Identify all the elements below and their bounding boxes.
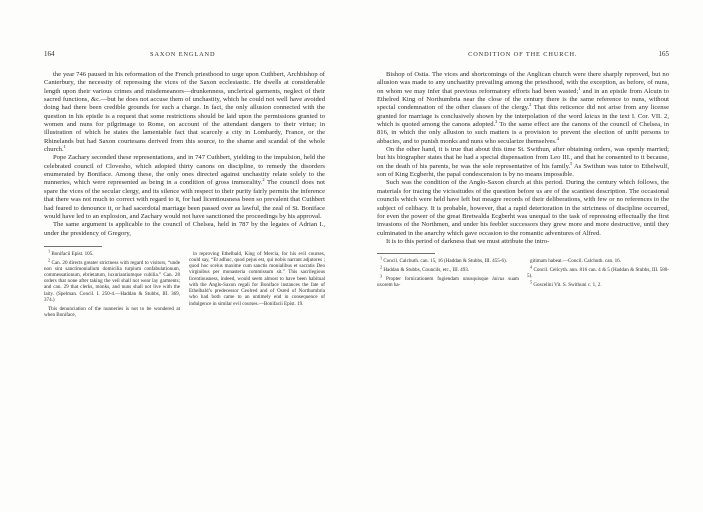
body-text-right <box>377 71 669 246</box>
running-title-right: CONDITION OF THE CHURCH. <box>468 51 578 58</box>
footnote: $^1$ Concil. Calchuth. can. 15, 16 (Haddan & Stubbs, III. 455-6). <box>380 255 508 265</box>
footnote: $^5$ Goscelini Vit. S. Swithuni c. 1, 2. <box>530 279 602 288</box>
running-head-right <box>377 50 669 59</box>
page-right <box>351 0 703 512</box>
footnote-column-b <box>527 258 669 290</box>
footnote: $^2$ Haddan & Stubbs, Councils, etc., III. 493. <box>380 264 470 273</box>
folio-number-left: 164 <box>44 50 55 58</box>
footnote-column-a <box>377 255 520 290</box>
footnote: $^1$ Bonifacii Epist. 105. <box>48 248 94 257</box>
footnote-columns-left <box>44 248 325 318</box>
running-head-left <box>44 50 325 59</box>
footnote: in reproving Ethelbald, King of Mercia, for his evil courses, could say, “Et adhuc, quod pejus est, qui nobis narrant adjutores ; quod hoc scelus maxime cum sanctis monialibus et sacratis Deo virginibus per monasteria commissum sit.” This sacrilegious licentiousness, indeed, would seem almost to have been habitual with the Anglo-Saxon regali for Boniface instances the fate of Ethelbald’s predecessor Ceolred and of Osred of Northumbria who had both came to an untimely end in consequence of indulgence in similar evil courses.—Bonifacii Epist. 19. <box>189 250 325 307</box>
body-text-left <box>44 71 325 238</box>
footnotes-left <box>44 246 325 318</box>
footnote: $^2$ Can. 20 directs greater strictness with regard to visitors, “unde non sint sanctimonialium domicilia turpium confabulationum, commessationum, ebrietatum, luxuriantiumque cubilia.” Can. 28 orders that none after taking the veil shall not wear lay garments; and can. 29 that clerks, monks, and nuns shall not live with the laity. (Spelman. Concil. I. 250-4.—Haddan & Stubbs, III. 369, 374.) <box>44 256 180 303</box>
paragraph: the year 746 paused in his reformation of the French priesthood to urge upon Cuthbert, Archbishop of Canterbury, the necessity of repressing the vices of the Saxon ecclesiastic. He dwells at considerable length upon their various crimes and misdemeanors—drunkenness, unclerical garments, neglect of their sacred functions, &c.—but he does not accuse them of unchastity, which he could not well have avoided doing had there been credible grounds for such a charge. In fact, the only allusion connected with the question in his epistle is a request that some restrictions should be laid upon the permissions granted to women and nuns for pilgrimage to Rome, on account of the attendant dangers to their virtue; in illustration of which he states the lamentable fact that scarcely a city in Lombardy, France, or the Rhinelands but had Saxon courtesans derived from this source, to the shame and scandal of the whole church.$^1$ <box>44 71 325 154</box>
page-left <box>0 0 351 512</box>
footnotes-right <box>377 253 669 290</box>
paragraph: Bishop of Ostia. The vices and shortcomings of the Anglican church were there sharply reproved, but no allusion was made to any unchastity prevailing among the priesthood, with the exception, as before, of nuns, on whom we may infer that previous reformatory efforts had been wasted;$^1$ and in an epistle from Alcuin to Ethelred King of Northumbria near the close of the century there is the same reference to nuns, without special condemnation of the other classes of the clergy.$^2$ That this reticence did not arise from any license granted for marriage is conclusively shown by the interpolation of the word laicus in the text I. Cor. VII. 2, which is quoted among the canons adopted.$^3$ To the same effect are the canons of the council of Chelsea, in 816, in which the only allusion to such matters is a provision to prevent the election of unfit persons to abbacies, and to punish monks and nuns who secularize themselves.$^4$ <box>377 71 670 145</box>
footnote-rule <box>377 253 435 254</box>
footnote-rule <box>44 246 102 247</box>
paragraph: It is to this period of darkness that we must attribute the intro- <box>386 237 550 245</box>
footnote: gitimam habeat.—Concil. Calchuth. can. 16. <box>530 258 621 265</box>
footnote: $^3$ Propter fornicationem fugiendam unusquisque laicus suam uxorem ha- <box>377 272 520 288</box>
footnote: This denunciation of the nunneries is not to be wondered at when Boniface, <box>44 305 180 318</box>
footnote-columns-right <box>377 255 669 290</box>
paragraph: Pope Zachary seconded these representations, and in 747 Cuthbert, yielding to the impulsion, held the celebrated council of Clovesho, which adopted thirty canons on discipline, to remedy the disorders enumerated by Boniface. Among these, the only ones directed against unchastity relate solely to the nunneries, which were represented as being in a condition of gross immorality.$^2$ The council does not spare the vices of the secular clergy, and its silence with respect to their purity fairly permits the inference that there was not much to correct with regard to it, for had licentiousness been so prevalent that Cuthbert had feared to denounce it, or had sacerdotal marriage been passed over as lawful, the zeal of St. Boniface would have led to an explosion, and Zachary would not have sanctioned the proceedings by his approval. <box>44 154 325 220</box>
paragraph: The same argument is applicable to the council of Chelsea, held in 787 by the legates of Adrian I., under the presidency of Gregory, <box>44 221 325 237</box>
paragraph: Such was the condition of the Anglo-Saxon church at this period. During the century which follows, the materials for tracing the vicissitudes of the question before us are of the scantiest description. The occasional councils which were held have left but meagre records of their deliberations, with few or no references to the subject of celibacy. It is probable, however, that a rapid deterioration in the strictness of discipline occurred, for even the power of the great Bretwalda Ecgberht was unequal to the task of repressing effectually the first invasions of the Northmen, and under his feebler successors they grew more and more destructive, until they culminated in the anarchy which gave occasion to the romantic adventures of Alfred. <box>377 179 669 237</box>
folio-number-right: 165 <box>658 50 669 58</box>
paragraph: On the other hand, it is true that about this time St. Swithun, after obtaining orders, was openly married; but his biographer states that he had a special dispensation from Leo III., and that he consented to it because, on the death of his parents, he was the sole representative of his family.$^5$ As Swithun was tutor to Ethelwulf, son of King Ecgberht, the papal condescension is by no means impossible. <box>377 146 669 179</box>
running-title-left: SAXON ENGLAND <box>150 51 216 58</box>
footnote: $^4$ Concil. Celicyth. ann. 816 can. 4 & 5 (Haddan & Stubbs, III. 580-5). <box>527 264 669 280</box>
